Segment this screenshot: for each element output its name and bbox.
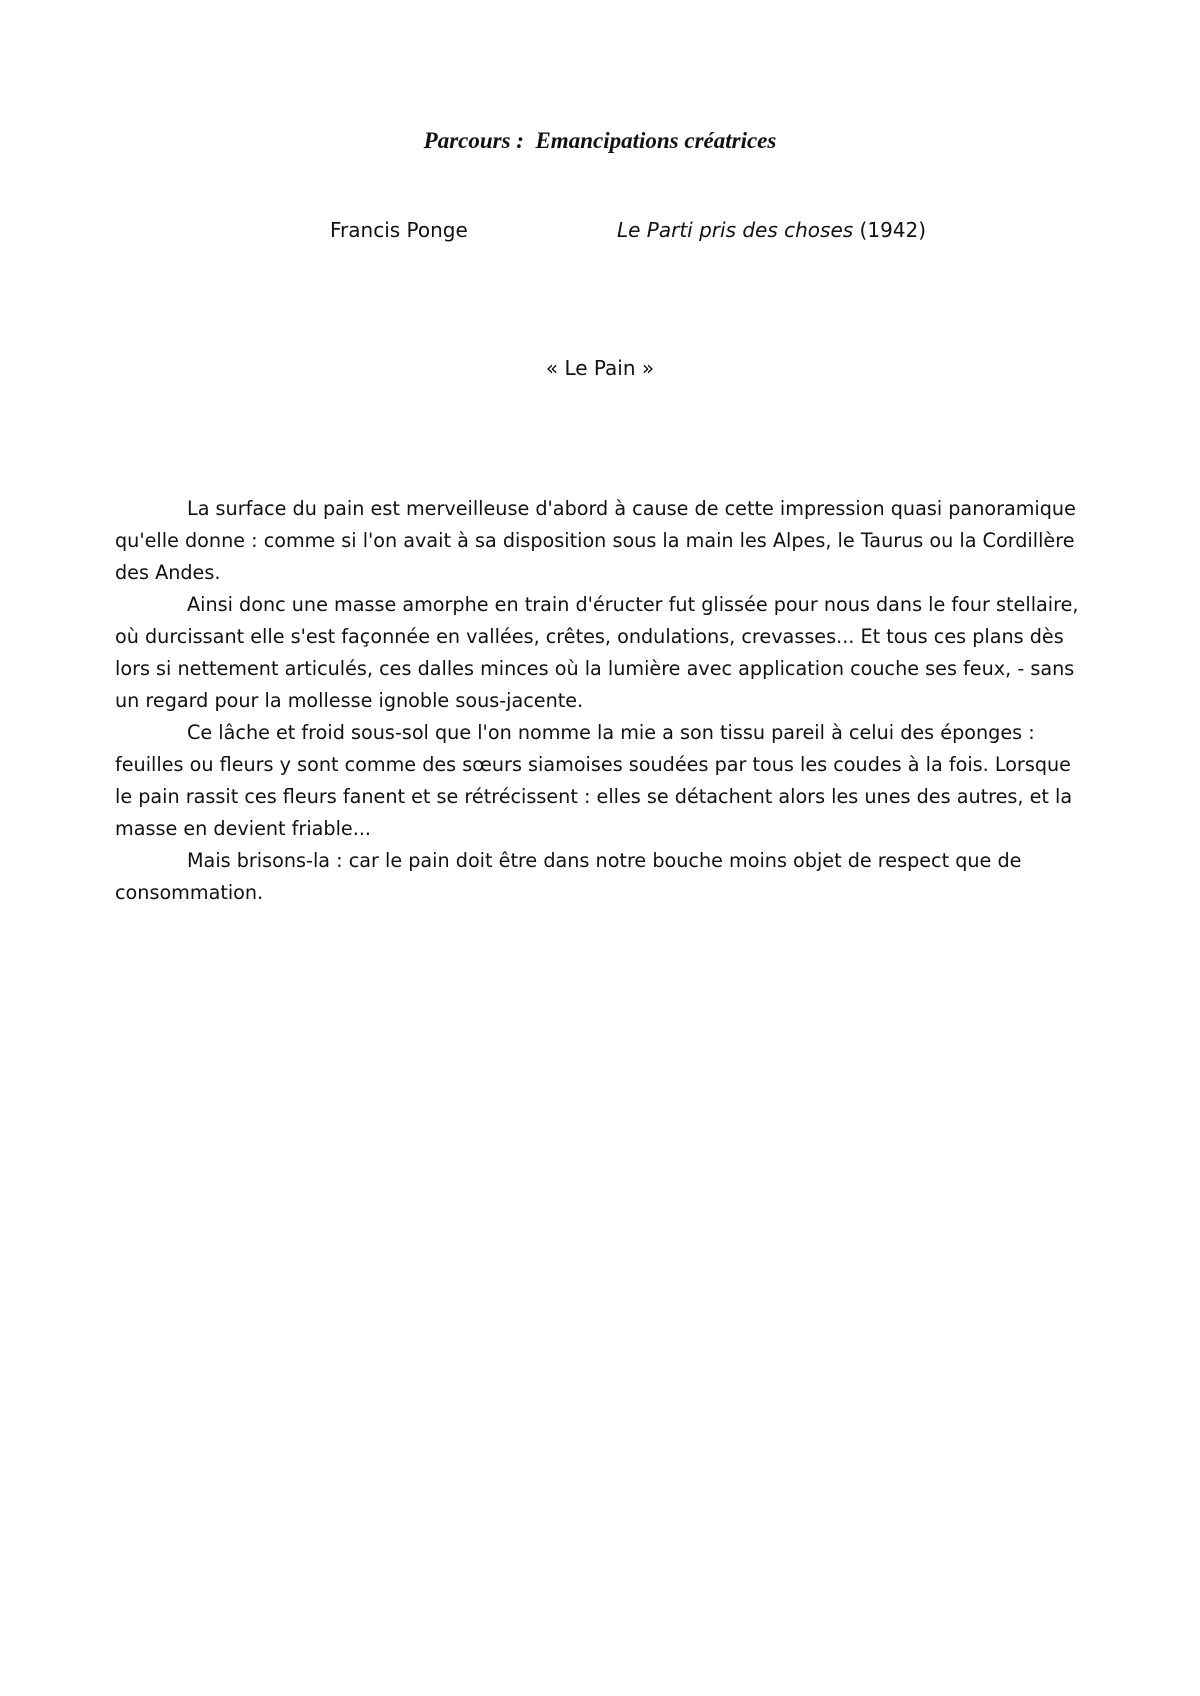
paragraph: Ce lâche et froid sous-sol que l'on nomme la mie a son tissu pareil à celui des éponges : feuilles ou fleurs y sont comme des sœurs siamoises soudées par tous les coudes à la fois. Lorsque le pain rassit ces fleurs fanent et se rétrécissent : elles se détachent alors les unes des autres, et la masse en devient friable... <box>115 721 1073 840</box>
paragraph: La surface du pain est merveilleuse d'abord à cause de cette impression quasi panoramique qu'elle donne : comme si l'on avait à sa disposition sous la main les Alpes, le Taurus ou la Cordillère des Andes. <box>115 497 1076 584</box>
work-year: (1942) <box>859 218 927 242</box>
paragraph: Mais brisons-la : car le pain doit être dans notre bouche moins objet de respect que de consommation. <box>115 849 1022 904</box>
poem-body <box>115 493 1080 909</box>
paragraph: Ainsi donc une masse amorphe en train d'éructer fut glissée pour nous dans le four stellaire, où durcissant elle s'est façonnée en vallées, crêtes, ondulations, crevasses... Et tous ces plans dès lors si nettement articulés, ces dalles minces où la lumière avec application couche ses feux, - sans un regard pour la mollesse ignoble sous-jacente. <box>115 593 1079 712</box>
poem-title: « Le Pain » <box>545 356 655 380</box>
work-reference <box>617 215 926 245</box>
author-name: Francis Ponge <box>330 218 468 242</box>
parcours-title: Emancipations créatrices <box>535 128 777 153</box>
parcours-label: Parcours : <box>423 128 524 153</box>
byline <box>0 215 1200 245</box>
work-title: Le Parti pris des choses <box>617 218 854 242</box>
parcours-heading <box>0 126 1200 156</box>
